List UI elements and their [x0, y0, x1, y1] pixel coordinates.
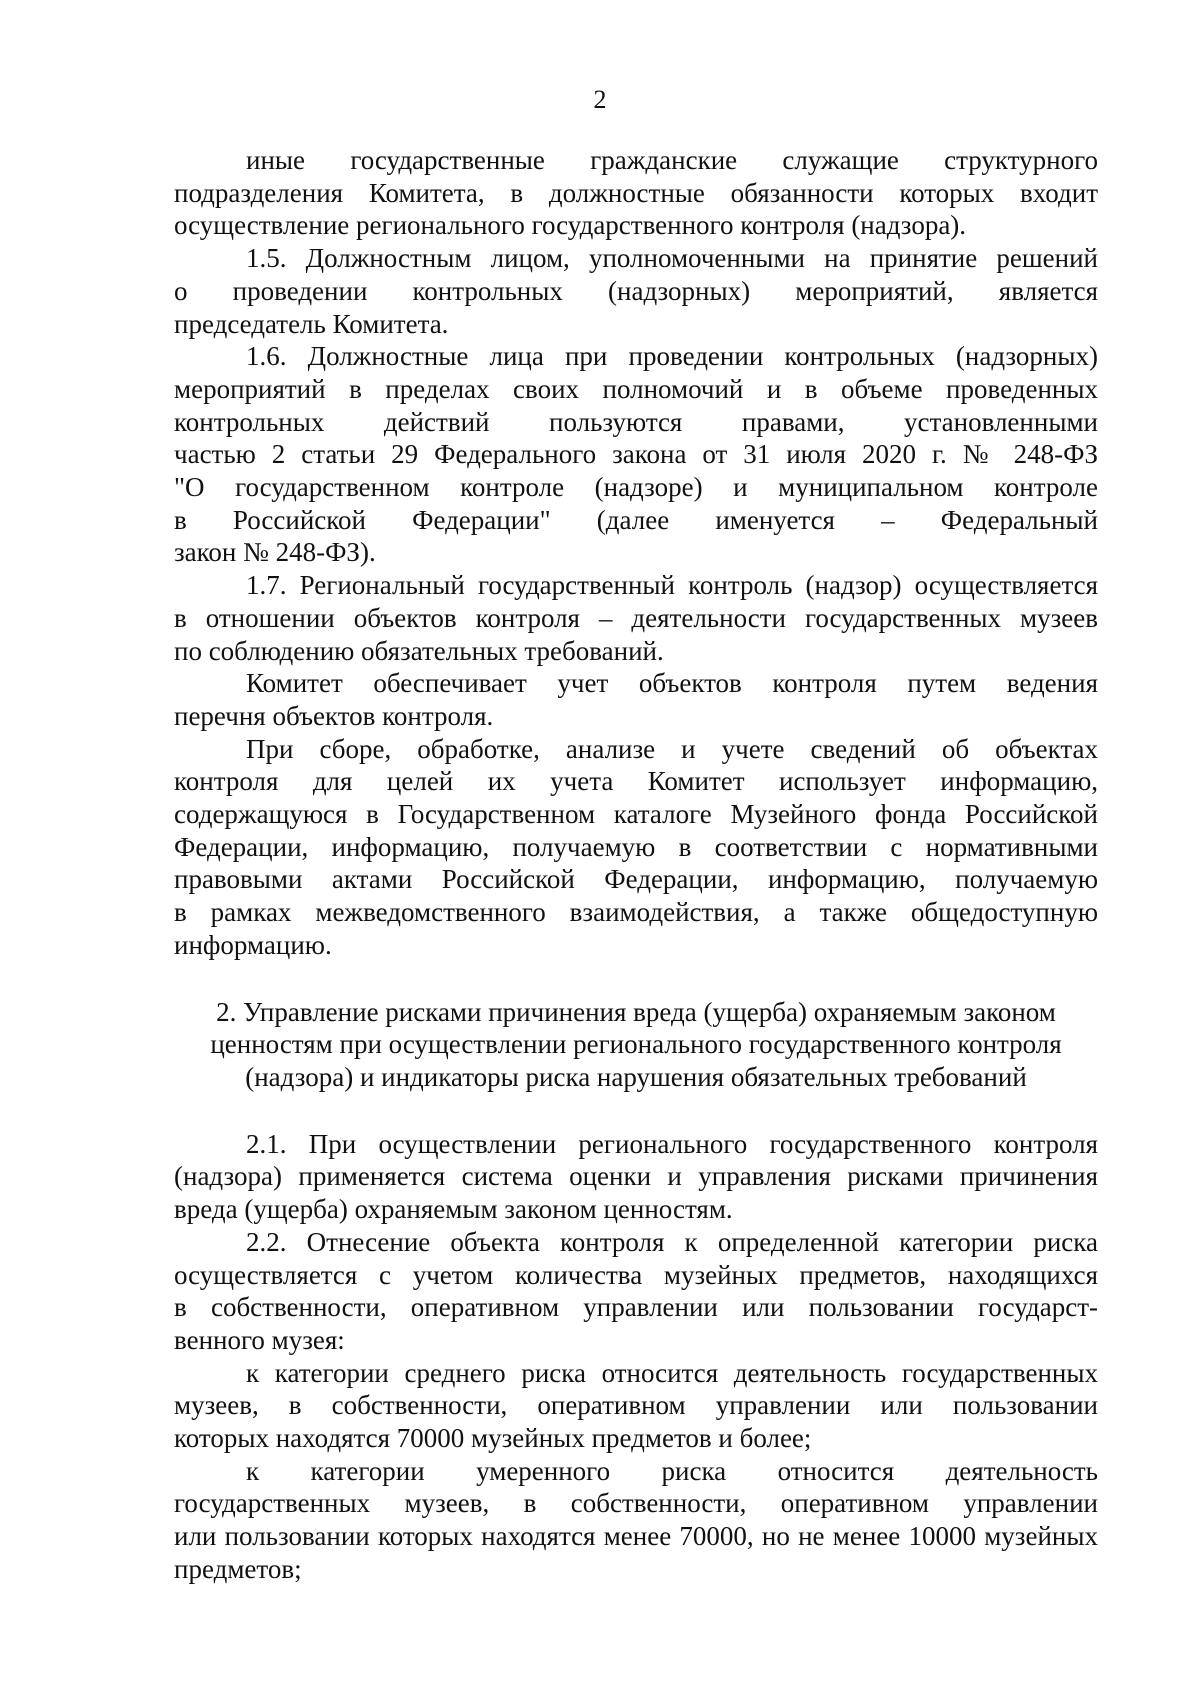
document-body [174, 144, 1098, 1586]
heading-line: 2. Управление рисками причинения вреда (ущерба) охраняемым законом [216, 996, 1056, 1027]
text-line: 1.7. Региональный государственный контроль (надзор) осуществляется [246, 570, 1098, 601]
text-line: Комитет обеспечивает учет объектов контроля путем ведения [246, 668, 1098, 699]
text-line: подразделения Комитета, в должностные обязанности которых входит [174, 177, 1098, 208]
text-line: или пользовании которых находятся менее 70000, но не менее 10000 музейных [174, 1521, 1098, 1552]
text-line: 1.5. Должностным лицом, уполномоченными на принятие решений [246, 243, 1098, 274]
paragraph-officials-continued [174, 144, 1098, 242]
text-line: в Российской Федерации" (далее именуется – Федеральный [174, 504, 1098, 535]
text-line: Федерации, информацию, получаемую в соответствии с нормативными [174, 831, 1098, 862]
text-line: в отношении объектов контроля – деятельности государственных музеев [174, 602, 1098, 633]
text-line: "О государственном контроле (надзоре) и муниципальном контроле [174, 472, 1098, 503]
text-line: информацию. [174, 929, 332, 960]
text-line: музеев, в собственности, оперативном управлении или пользовании [174, 1390, 1098, 1421]
paragraph-1-5 [174, 242, 1098, 340]
text-line: 2.1. При осуществлении регионального государственного контроля [246, 1128, 1098, 1159]
text-line: к категории среднего риска относится деятельность государственных [246, 1357, 1098, 1388]
paragraph-medium-risk [174, 1357, 1098, 1455]
heading-line: ценностям при осуществлении регионального государственного контроля [210, 1029, 1062, 1060]
text-line: венного музея: [174, 1324, 345, 1355]
text-line: контрольных действий пользуются правами, установленными [174, 406, 1098, 437]
text-line: 1.6. Должностные лица при проведении контрольных (надзорных) [246, 341, 1098, 372]
text-line: к категории умеренного риска относится деятельность [246, 1455, 1098, 1486]
text-line: вреда (ущерба) охраняемым законом ценностям. [174, 1194, 733, 1225]
page-number: 2 [593, 85, 607, 114]
spacer [174, 962, 1098, 996]
paragraph-committee-records [174, 667, 1098, 732]
spacer [174, 1094, 1098, 1128]
text-line: предметов; [174, 1553, 302, 1584]
text-line: перечня объектов контроля. [174, 700, 494, 731]
paragraph-data-collection [174, 733, 1098, 962]
paragraph-moderate-risk [174, 1455, 1098, 1586]
text-line: в рамках межведомственного взаимодействия, а также общедоступную [174, 897, 1098, 928]
section-heading-2 [174, 996, 1098, 1094]
text-line: председатель Комитета. [174, 308, 449, 339]
text-line: закон № 248-ФЗ). [174, 537, 376, 568]
text-line: в собственности, оперативном управлении или пользовании государст- [174, 1292, 1098, 1323]
text-line: (надзора) применяется система оценки и управления рисками причинения [174, 1161, 1098, 1192]
text-line: При сборе, обработке, анализе и учете сведений об объектах [246, 733, 1098, 764]
text-line: осуществляется с учетом количества музейных предметов, находящихся [174, 1259, 1098, 1290]
text-line: которых находятся 70000 музейных предметов и более; [174, 1423, 812, 1454]
text-line: мероприятий в пределах своих полномочий и в объеме проведенных [174, 373, 1098, 404]
text-line: 2.2. Отнесение объекта контроля к определенной категории риска [246, 1226, 1098, 1257]
text-line: по соблюдению обязательных требований. [174, 635, 664, 666]
paragraph-1-6 [174, 340, 1098, 569]
text-line: осуществление регионального государственного контроля (надзора). [174, 210, 967, 241]
paragraph-2-1 [174, 1128, 1098, 1226]
heading-line: (надзора) и индикаторы риска нарушения обязательных требований [245, 1061, 1027, 1092]
text-line: содержащуюся в Государственном каталоге Музейного фонда Российской [174, 799, 1098, 830]
paragraph-1-7 [174, 569, 1098, 667]
paragraph-2-2 [174, 1226, 1098, 1357]
text-line: государственных музеев, в собственности, оперативном управлении [174, 1488, 1098, 1519]
text-line: о проведении контрольных (надзорных) мероприятий, является [174, 275, 1098, 306]
text-line: правовыми актами Российской Федерации, информацию, получаемую [174, 864, 1098, 895]
text-line: контроля для целей их учета Комитет использует информацию, [174, 766, 1098, 797]
text-line: частью 2 статьи 29 Федерального закона от 31 июля 2020 г. № 248-ФЗ [174, 439, 1098, 470]
text-line: иные государственные гражданские служащие структурного [246, 145, 1098, 175]
